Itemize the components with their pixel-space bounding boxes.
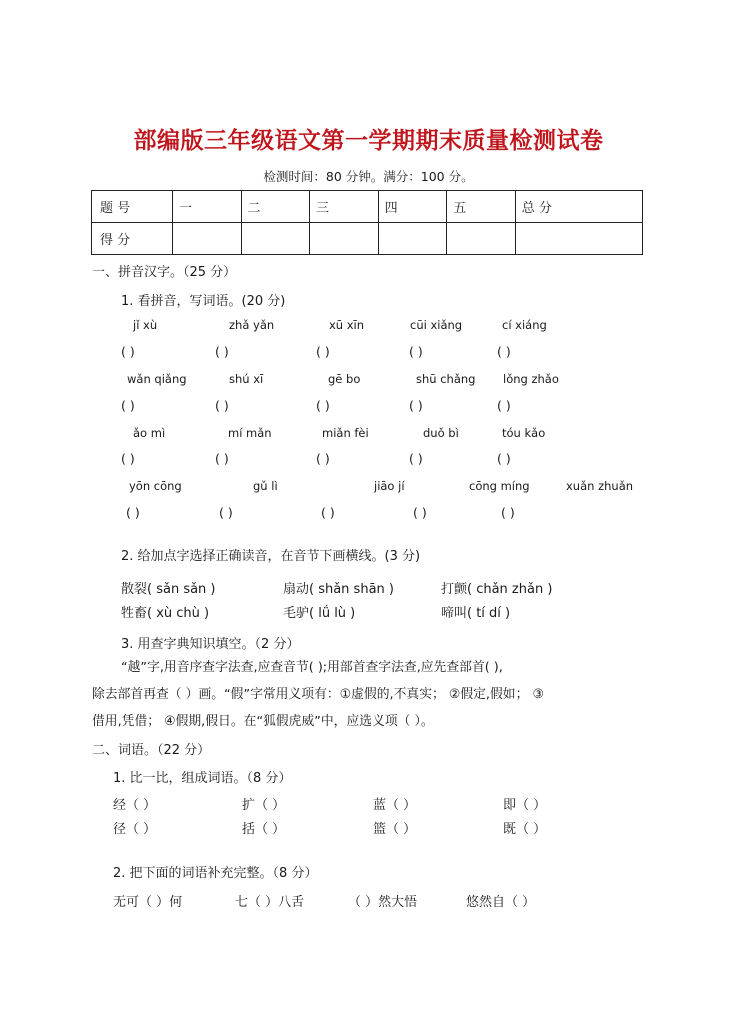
score-cell[interactable] [515, 223, 642, 255]
score-table [91, 190, 643, 255]
header-cell: 三 [310, 191, 379, 223]
word-compare-item[interactable]: 扩（ ） [242, 798, 286, 813]
word-compare-item[interactable]: 径（ ） [113, 822, 157, 837]
pinyin: yōn cōng [129, 479, 182, 493]
answer-blank[interactable]: ( ) [409, 398, 423, 413]
pinyin-row [0, 426, 737, 446]
answer-blank[interactable]: ( ) [121, 451, 135, 466]
word-compare-item[interactable]: 篮（ ） [373, 822, 417, 837]
score-cell[interactable] [378, 223, 447, 255]
pinyin: lǒng zhǎo [503, 372, 559, 386]
answer-blank[interactable]: ( ) [219, 505, 233, 520]
dictionary-question-line: “越”字,用音序查字法查,应查音节( );用部首查字法查,应先查部首( ), [121, 660, 503, 675]
pinyin-row [0, 372, 737, 392]
answer-blank[interactable]: ( ) [126, 505, 140, 520]
answer-blank[interactable]: ( ) [497, 344, 511, 359]
pinyin: ǎo mì [133, 426, 166, 440]
score-table-header-row [92, 191, 643, 223]
word-compare-item[interactable]: 括（ ） [242, 822, 286, 837]
pinyin: xuǎn zhuǎn [566, 479, 634, 493]
answer-blank[interactable]: ( ) [215, 398, 229, 413]
score-cell[interactable] [173, 223, 242, 255]
row-label: 得 分 [92, 223, 173, 255]
idiom-item[interactable]: （ ）然大悟 [348, 895, 418, 910]
pinyin: tóu kǎo [502, 426, 546, 440]
reading-choice[interactable]: 扇动( shǎn shān ) [283, 582, 394, 597]
header-cell: 一 [173, 191, 242, 223]
pinyin: gē bo [328, 372, 361, 386]
pinyin-row [0, 479, 737, 499]
reading-choice[interactable]: 打颤( chǎn zhǎn ) [441, 582, 553, 597]
header-cell: 四 [378, 191, 447, 223]
pinyin: mí mǎn [228, 426, 272, 440]
answer-blank[interactable]: ( ) [501, 505, 515, 520]
pinyin: xū xīn [329, 318, 365, 332]
pinyin: jǐ xù [133, 318, 158, 332]
page-title: 部编版三年级语文第一学期期末质量检测试卷 [133, 127, 604, 154]
answer-row [0, 505, 737, 525]
answer-blank[interactable]: ( ) [413, 505, 427, 520]
word-compare-item[interactable]: 即（ ） [503, 798, 547, 813]
idiom-item[interactable]: 无可（ ）何 [113, 895, 183, 910]
pinyin: shú xī [229, 372, 264, 386]
pinyin: cí xiáng [502, 318, 547, 332]
question-1-2-title: 2. 给加点字选择正确读音，在音节下画横线。(3 分) [121, 549, 421, 564]
reading-choice[interactable]: 散裂( sǎn sǎn ) [121, 582, 216, 597]
pinyin: cōng míng [469, 479, 530, 493]
pinyin: duǒ bì [423, 426, 459, 440]
answer-blank[interactable]: ( ) [316, 451, 330, 466]
score-cell[interactable] [310, 223, 379, 255]
answer-row [0, 398, 737, 418]
word-compare-item[interactable]: 蓝（ ） [373, 798, 417, 813]
dictionary-question-line: 借用,凭借； ④假期,假日。在“狐假虎威”中，应选义项（ ）。 [92, 714, 434, 729]
answer-blank[interactable]: ( ) [316, 344, 330, 359]
answer-row [0, 451, 737, 471]
question-1-3-title: 3. 用查字典知识填空。（2 分） [121, 637, 300, 652]
section-2-heading: 二、词语。（22 分） [92, 743, 211, 758]
score-table-score-row [92, 223, 643, 255]
pinyin: shū chǎng [416, 372, 476, 386]
pinyin: jiāo jí [374, 479, 405, 493]
idiom-item[interactable]: 七（ ）八舌 [235, 895, 305, 910]
pinyin: miǎn fèi [322, 426, 369, 440]
section-1-heading: 一、拼音汉字。（25 分） [92, 265, 237, 280]
header-cell: 五 [447, 191, 516, 223]
pinyin: zhǎ yǎn [229, 318, 275, 332]
pinyin: cūi xiǎng [410, 318, 463, 332]
header-cell: 总 分 [515, 191, 642, 223]
answer-blank[interactable]: ( ) [215, 344, 229, 359]
answer-blank[interactable]: ( ) [215, 451, 229, 466]
pinyin-row [0, 318, 737, 338]
answer-row [0, 344, 737, 364]
answer-blank[interactable]: ( ) [497, 451, 511, 466]
header-cell: 题 号 [92, 191, 173, 223]
word-compare-item[interactable]: 经（ ） [113, 798, 157, 813]
word-compare-item[interactable]: 既（ ） [503, 822, 547, 837]
answer-blank[interactable]: ( ) [409, 344, 423, 359]
score-cell[interactable] [447, 223, 516, 255]
answer-blank[interactable]: ( ) [321, 505, 335, 520]
answer-blank[interactable]: ( ) [409, 451, 423, 466]
question-1-1-title: 1. 看拼音，写词语。(20 分) [121, 294, 286, 309]
answer-blank[interactable]: ( ) [121, 398, 135, 413]
answer-blank[interactable]: ( ) [497, 398, 511, 413]
pinyin: wǎn qiǎng [127, 372, 187, 386]
reading-choice[interactable]: 啼叫( tí dí ) [441, 606, 511, 621]
header-cell: 二 [241, 191, 310, 223]
question-2-2-title: 2. 把下面的词语补充完整。（8 分） [113, 866, 318, 881]
reading-choice[interactable]: 毛驴( lǘ lù ) [283, 606, 356, 621]
exam-info: 检测时间：80 分钟。满分：100 分。 [263, 169, 474, 184]
score-cell[interactable] [241, 223, 310, 255]
idiom-item[interactable]: 悠然自（ ） [466, 895, 536, 910]
reading-choice[interactable]: 牲畜( xù chù ) [121, 606, 210, 621]
answer-blank[interactable]: ( ) [316, 398, 330, 413]
answer-blank[interactable]: ( ) [121, 344, 135, 359]
pinyin: gǔ lì [253, 479, 278, 493]
question-2-1-title: 1. 比一比，组成词语。（8 分） [113, 771, 292, 786]
dictionary-question-line: 除去部首再查（ ）画。“假”字常用义项有：①虚假的,不真实； ②假定,假如； ③ [92, 687, 544, 702]
